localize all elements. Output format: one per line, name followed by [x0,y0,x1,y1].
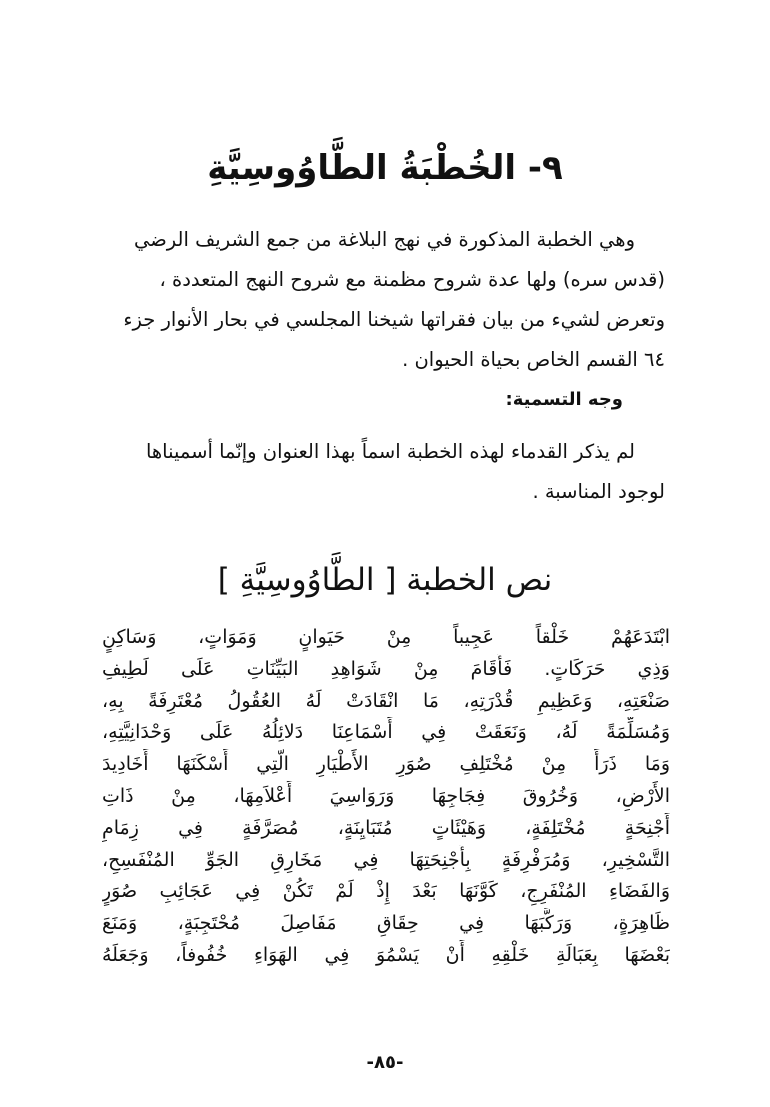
section-title: نص الخطبة [ الطَّاوُوسِيَّةِ ] [217,562,553,598]
intro-line: وهي الخطبة المذكورة في نهج البلاغة من جمع الشريف الرضي [133,228,635,251]
intro-section [100,220,665,512]
sermon-line: التَّسْخِيرِ، وَمُرَفْرِفَةٍ بِأَجْنِحَتِهَا فِي مَخَارِقِ الجَوِّ المُنْفَسِحِ، [102,848,670,871]
sermon-line: وَمَا ذَرَأَ مِنْ مُخْتَلِفِ صُوَرِ الأَطْيَارِ الَّتِي أَسْكَنَهَا أَخَادِيدَ [102,753,670,776]
sermon-line: صَنْعَتِهِ، وَعَظِيمِ قُدْرَتِهِ، مَا انْقَادَتْ لَهُ العُقُولُ مُعْتَرِفَةً بِهِ، [102,689,670,712]
sermon-text [102,622,670,972]
sermon-line: ظَاهِرَةٍ، وَرَكَّبَهَا فِي حِقَاقِ مَفَاصِلَ مُحْتَجِبَةٍ، وَمَنَعَ [102,912,670,935]
sermon-line: أَجْنِحَةٍ مُخْتَلِفَةٍ، وَهَيْئَاتٍ مُتَبَايِنَةٍ، مُصَرَّفَةٍ فِي زِمَامِ [102,816,670,839]
intro-line: وتعرض لشيء من بيان فقراتها شيخنا المجلسي في بحار الأنوار جزء [123,308,665,331]
chapter-title: ٩- الخُطْبَةُ الطَّاوُوسِيَّةِ [207,148,563,188]
intro-line: لوجود المناسبة . [532,480,665,503]
sermon-line: وَمُسَلِّمَةً لَهُ، وَنَعَقَتْ فِي أَسْمَاعِنَا دَلائِلُهُ عَلَى وَحْدَانِيَّتِهِ، [102,721,670,744]
sermon-line: بَعْضَهَا بِعَبَالَةِ خَلْقِهِ أَنْ يَسْمُوَ فِي الهَوَاءِ خُفُوفاً، وَجَعَلَهُ [102,943,670,966]
sermon-line: وَالفَضَاءِ المُنْفَرِجِ، كَوَّنَهَا بَعْدَ إِذْ لَمْ تَكُنْ فِي عَجَائِبِ صُوَرٍ [102,880,670,903]
intro-line: لم يذكر القدماء لهذه الخطبة اسماً بهذا العنوان وإنّما أسميناها [145,440,635,463]
sermon-line: الأَرْضِ، وَخُرُوقَ فِجَاجِهَا وَرَوَاسِيَ أَعْلاَمِهَا، مِنْ ذَاتِ [102,784,670,807]
naming-subheading: وجه التسمية: [505,389,623,410]
intro-line: (قدس سره) ولها عدة شروح مظمنة مع شروح النهج المتعددة ، [159,268,665,291]
intro-line: ٦٤ القسم الخاص بحياة الحيوان . [402,348,665,371]
sermon-line: ابْتَدَعَهُمْ خَلْقاً عَجِيباً مِنْ حَيَوانٍ وَمَوَاتٍ، وَسَاكِنٍ [102,626,670,648]
page-number: -٨٥- [366,1052,404,1073]
sermon-line: وَذِي حَرَكَاتٍ. فَأَقَامَ مِنْ شَوَاهِدِ البَيِّنَاتِ عَلَى لَطِيفِ [102,657,670,680]
